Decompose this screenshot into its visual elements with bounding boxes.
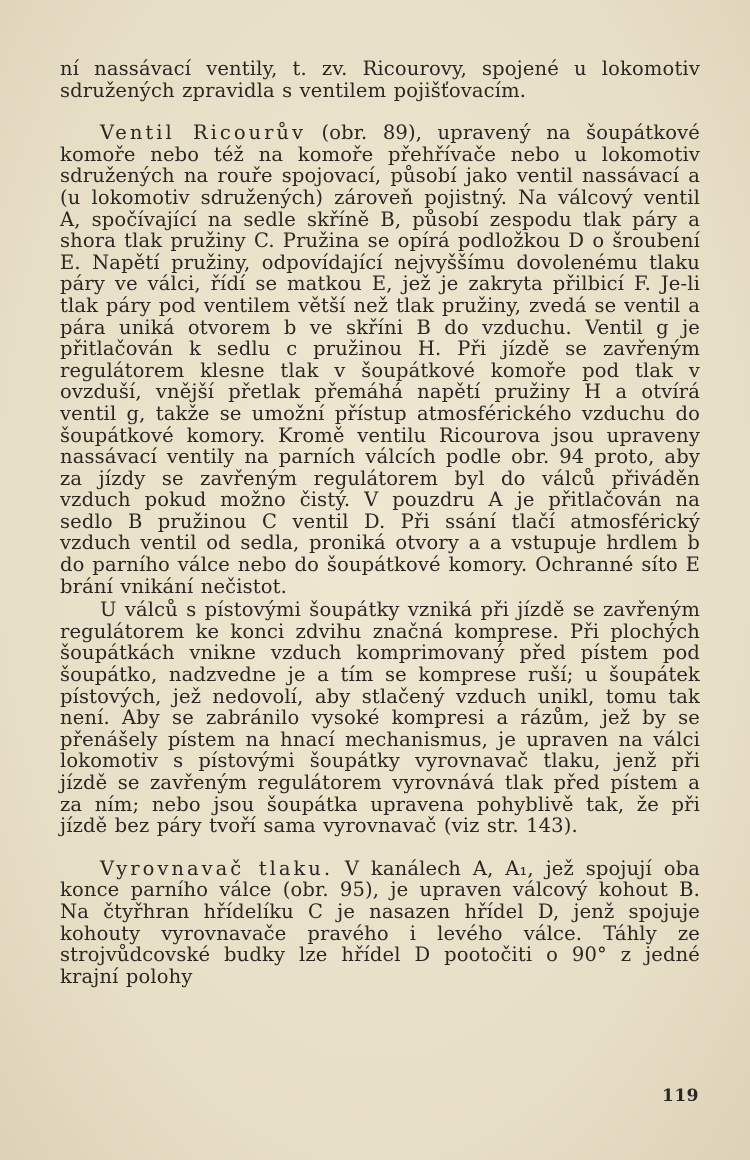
paragraph-1-text: ní nassávací ventily, t. zv. Ricourovy, spojené u lokomotiv sdružených zpravidla s ventilem pojišťovacím. [60,57,700,102]
paragraph-2-lead: Ventil Ricourův [100,121,307,145]
page-number: 119 [662,1086,699,1106]
paragraph-2 [60,122,700,597]
paragraph-3 [60,599,700,837]
paragraph-4-text: V kanálech A, A₁, jež spojují oba konce parního válce (obr. 95), je upraven válcový kohout B. Na čtyřhran hřídelíku C je nasazen hřídel D, jenž spojuje kohouty vyrovnavače pravého i levého válce. Táhly ze strojvůdcovské budky lze hřídel D pootočiti o 90° z jedné krajní polohy [60,856,700,988]
paragraph-2-text: (obr. 89), upravený na šoupátkové komoře nebo též na komoře přehřívače nebo u lokomotiv sdružených na rouře spojovací, působí jako ventil nassávací a (u lokomotiv sdružených) zároveň pojistný. Na válcový ventil A, spočívající na sedle skříně B, působí zespodu tlak páry a shora tlak pružiny C. Pružina se opírá podložkou D o šroubení E. Napětí pružiny, odpovídající nejvyššímu dovolenému tlaku páry ve válci, řídí se matkou E, jež je zakryta přilbicí F. Je-li tlak páry pod ventilem větší než tlak pružiny, zvedá se ventil a pára uniká otvorem b ve skříni B do vzduchu. Ventil g je přitlačován k sedlu c pružinou H. Při jízdě se zavřeným regulátorem klesne tlak v šoupátkové komoře pod tlak v ovzduší, vnější přetlak přemáhá napětí pružiny H a otvírá ventil g, takže se umožní přístup atmosférického vzduchu do šoupátkové komory. Kromě ventilu Ricourova jsou upraveny nassávací ventily na parních válcích podle obr. 94 proto, aby za jízdy se zavřeným regulátorem byl do válců přiváděn vzduch pokud možno čistý. V pouzdru A je přitlačován na sedlo B pružinou C ventil D. Při ssání tlačí atmosférický vzduch ventil od sedla, proniká otvory a a vstupuje hrdlem b do parního válce nebo do šoupátkové komory. Ochranné síto E brání vnikání nečistot. [60,121,700,598]
paragraph-4 [60,858,700,988]
text-block [60,58,700,987]
paragraph-1 [60,58,700,101]
paragraph-4-lead: Vyrovnavač tlaku. [100,856,334,880]
paragraph-3-text: U válců s pístovými šoupátky vzniká při jízdě se zavřeným regulátorem ke konci zdvihu značná komprese. Při plochých šoupátkách vnikne vzduch komprimovaný před pístem pod šoupátko, nadzvedne je a tím se komprese ruší; u šoupátek pístových, jež nedovolí, aby stlačený vzduch unikl, tomu tak není. Aby se zabránilo vysoké kompresi a rázům, jež by se přenášely pístem na hnací mechanismus, je upraven na válci lokomotiv s pístovými šoupátky vyrovnavač tlaku, jenž při jízdě se zavřeným regulátorem vyrovnává tlak před pístem a za ním; nebo jsou šoupátka upravena pohyblivě tak, že při jízdě bez páry tvoří sama vyrovnavač (viz str. 143). [60,598,700,838]
